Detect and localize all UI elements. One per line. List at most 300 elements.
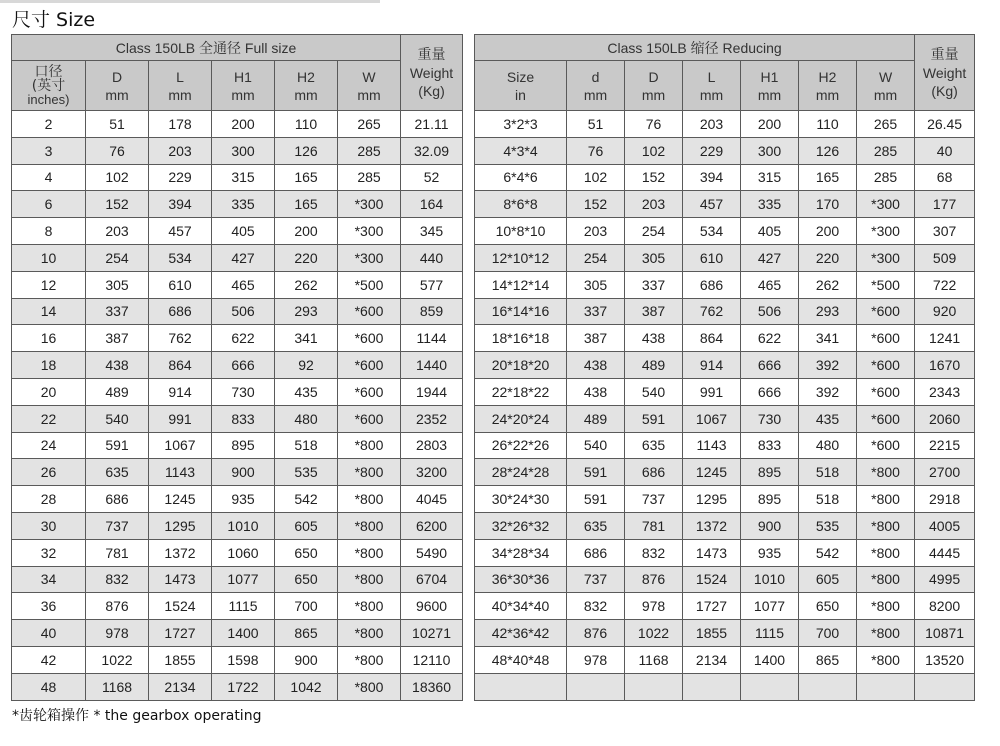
col-name: d <box>591 68 600 85</box>
weight-header-cn: 重量 <box>417 47 446 63</box>
table-cell: 18 <box>12 352 86 379</box>
table-cell: 405 <box>741 218 799 245</box>
table-cell: 722 <box>915 271 975 298</box>
table-row <box>475 539 975 566</box>
table-cell: 518 <box>799 459 857 486</box>
table-cell: 591 <box>625 405 683 432</box>
table-cell: 635 <box>86 459 149 486</box>
table-cell: 1727 <box>683 593 741 620</box>
table-cell: 200 <box>275 218 338 245</box>
table-cell: 650 <box>275 539 338 566</box>
table-cell: 1524 <box>683 566 741 593</box>
table-cell: 8200 <box>915 593 975 620</box>
table-cell: 387 <box>86 325 149 352</box>
table-cell: 635 <box>567 512 625 539</box>
table-row <box>475 673 975 700</box>
table-cell: 262 <box>799 271 857 298</box>
table-cell: 833 <box>741 432 799 459</box>
table-row <box>475 620 975 647</box>
table-cell: *800 <box>857 620 915 647</box>
col-name: W <box>878 68 893 85</box>
table-cell: 10*8*10 <box>475 218 567 245</box>
table-cell: 394 <box>149 191 212 218</box>
weight-header-unit: (Kg) <box>931 83 958 99</box>
table-cell: 2352 <box>401 405 463 432</box>
table-cell: 666 <box>741 378 799 405</box>
table-cell: 30*24*30 <box>475 486 567 513</box>
table-cell: 605 <box>799 566 857 593</box>
weight-header-unit: (Kg) <box>418 83 445 99</box>
table-cell: 6*4*6 <box>475 164 567 191</box>
table-cell: *800 <box>338 459 401 486</box>
full-col-header <box>275 61 338 111</box>
table-cell: 457 <box>683 191 741 218</box>
table-cell: 435 <box>799 405 857 432</box>
table-cell: 10 <box>12 244 86 271</box>
table-row <box>475 298 975 325</box>
size-header-cn: 口径 <box>34 63 63 80</box>
table-row <box>12 486 463 513</box>
table-cell: 650 <box>799 593 857 620</box>
table-cell: *800 <box>857 646 915 673</box>
table-cell: 935 <box>741 539 799 566</box>
table-cell: 32*26*32 <box>475 512 567 539</box>
table-cell: 3*2*3 <box>475 111 567 138</box>
table-row <box>475 646 975 673</box>
footnote: *齿轮箱操作 * the gearbox operating <box>12 708 262 724</box>
table-row <box>12 673 463 700</box>
table-cell: 110 <box>275 111 338 138</box>
table-cell: 457 <box>149 218 212 245</box>
table-cell: 254 <box>625 218 683 245</box>
table-cell: 3 <box>12 137 86 164</box>
table-row <box>475 405 975 432</box>
table-cell: 920 <box>915 298 975 325</box>
table-cell: 1077 <box>741 593 799 620</box>
reducing-body <box>475 111 975 701</box>
table-cell: 1245 <box>683 459 741 486</box>
table-cell: *800 <box>338 512 401 539</box>
table-cell: 762 <box>683 298 741 325</box>
table-cell: 605 <box>275 512 338 539</box>
table-cell: 341 <box>799 325 857 352</box>
table-cell: 1372 <box>149 539 212 566</box>
col-name: H2 <box>297 68 315 85</box>
table-cell: 42*36*42 <box>475 620 567 647</box>
table-cell: 51 <box>86 111 149 138</box>
table-cell: *600 <box>857 378 915 405</box>
full-size-table <box>11 34 463 701</box>
col-unit: mm <box>815 86 840 103</box>
table-cell: 262 <box>275 271 338 298</box>
table-cell: 10871 <box>915 620 975 647</box>
table-cell: 876 <box>625 566 683 593</box>
reducing-col-header <box>741 61 799 111</box>
table-cell: 895 <box>741 459 799 486</box>
table-cell: 394 <box>683 164 741 191</box>
table-cell: 635 <box>625 432 683 459</box>
table-cell: 20*18*20 <box>475 352 567 379</box>
table-cell: 220 <box>275 244 338 271</box>
table-row <box>475 191 975 218</box>
table-cell: 203 <box>625 191 683 218</box>
table-row <box>12 378 463 405</box>
table-cell: 991 <box>683 378 741 405</box>
size-header-unit: in <box>515 86 526 103</box>
table-cell: 315 <box>741 164 799 191</box>
table-cell: 700 <box>799 620 857 647</box>
table-cell: 102 <box>567 164 625 191</box>
table-cell: 293 <box>275 298 338 325</box>
table-cell: 285 <box>857 164 915 191</box>
table-cell: *500 <box>857 271 915 298</box>
table-cell: 864 <box>149 352 212 379</box>
table-row <box>475 512 975 539</box>
table-row <box>475 325 975 352</box>
table-cell: 978 <box>625 593 683 620</box>
table-cell: 22*18*22 <box>475 378 567 405</box>
table-cell: 48*40*48 <box>475 646 567 673</box>
table-row <box>12 218 463 245</box>
table-cell: 21.11 <box>401 111 463 138</box>
table-cell: 200 <box>741 111 799 138</box>
table-cell: 686 <box>149 298 212 325</box>
table-cell: 34*28*34 <box>475 539 567 566</box>
table-cell: 42 <box>12 646 86 673</box>
reducing-col-header <box>799 61 857 111</box>
table-cell: *600 <box>338 298 401 325</box>
table-cell: 26 <box>12 459 86 486</box>
table-cell: 13520 <box>915 646 975 673</box>
table-cell: 489 <box>625 352 683 379</box>
table-cell: 170 <box>799 191 857 218</box>
table-cell: 36 <box>12 593 86 620</box>
nominal-size-header <box>12 61 86 111</box>
table-cell: 76 <box>567 137 625 164</box>
table-cell: 51 <box>567 111 625 138</box>
table-cell: 1115 <box>741 620 799 647</box>
table-cell: 1598 <box>212 646 275 673</box>
table-cell: 610 <box>149 271 212 298</box>
table-cell: 591 <box>567 459 625 486</box>
col-unit: mm <box>105 86 129 103</box>
table-cell: 32.09 <box>401 137 463 164</box>
reducing-col-header <box>567 61 625 111</box>
table-cell: 12110 <box>401 646 463 673</box>
col-unit: mm <box>699 86 724 103</box>
table-cell: 1241 <box>915 325 975 352</box>
table-cell: 1010 <box>212 512 275 539</box>
table-cell: 16*14*16 <box>475 298 567 325</box>
table-cell: 40 <box>915 137 975 164</box>
reducing-size-header <box>475 61 567 111</box>
col-name: H1 <box>234 68 252 85</box>
table-cell: 5490 <box>401 539 463 566</box>
table-cell: 293 <box>799 298 857 325</box>
table-cell: *800 <box>338 566 401 593</box>
table-cell: 305 <box>625 244 683 271</box>
table-cell: 438 <box>86 352 149 379</box>
table-row <box>475 459 975 486</box>
table-cell: 427 <box>212 244 275 271</box>
table-cell: 285 <box>857 137 915 164</box>
table-cell: 1115 <box>212 593 275 620</box>
table-cell: 591 <box>86 432 149 459</box>
table-cell: 4445 <box>915 539 975 566</box>
table-cell: 337 <box>567 298 625 325</box>
col-unit: mm <box>168 86 192 103</box>
table-cell: 1067 <box>149 432 212 459</box>
table-row <box>475 271 975 298</box>
table-cell: 341 <box>275 325 338 352</box>
table-cell: 686 <box>683 271 741 298</box>
table-cell: *800 <box>338 673 401 700</box>
table-cell: 48 <box>12 673 86 700</box>
table-row <box>475 164 975 191</box>
table-cell: 2343 <box>915 378 975 405</box>
col-name: H1 <box>760 68 779 85</box>
table-cell: 730 <box>212 378 275 405</box>
table-row <box>475 218 975 245</box>
table-cell: 781 <box>86 539 149 566</box>
table-cell: 28 <box>12 486 86 513</box>
table-cell: *800 <box>857 593 915 620</box>
table-row <box>12 646 463 673</box>
table-cell: 480 <box>275 405 338 432</box>
table-cell: 1295 <box>149 512 212 539</box>
table-row <box>475 244 975 271</box>
table-cell: *300 <box>857 191 915 218</box>
table-cell: 164 <box>401 191 463 218</box>
reducing-table <box>474 34 975 701</box>
table-cell: 540 <box>567 432 625 459</box>
table-cell: 465 <box>741 271 799 298</box>
table-cell: 2803 <box>401 432 463 459</box>
table-row <box>12 325 463 352</box>
full-col-header <box>338 61 401 111</box>
table-row <box>475 593 975 620</box>
table-cell <box>475 673 567 700</box>
table-cell <box>683 673 741 700</box>
table-row <box>475 566 975 593</box>
table-row <box>12 137 463 164</box>
table-cell: 337 <box>86 298 149 325</box>
table-cell: 876 <box>86 593 149 620</box>
col-name: L <box>176 68 184 85</box>
table-cell: 2 <box>12 111 86 138</box>
table-cell: 438 <box>625 325 683 352</box>
table-cell: 489 <box>567 405 625 432</box>
table-cell: 387 <box>625 298 683 325</box>
table-cell: 178 <box>149 111 212 138</box>
col-name: D <box>648 68 659 85</box>
table-cell: 762 <box>149 325 212 352</box>
table-cell: 300 <box>212 137 275 164</box>
table-cell: 1144 <box>401 325 463 352</box>
table-cell: *600 <box>338 352 401 379</box>
table-cell: 686 <box>625 459 683 486</box>
table-cell: 36*30*36 <box>475 566 567 593</box>
table-cell: 542 <box>275 486 338 513</box>
table-row <box>475 137 975 164</box>
table-cell: 666 <box>212 352 275 379</box>
table-cell: 126 <box>799 137 857 164</box>
col-unit: mm <box>873 86 898 103</box>
table-cell: 518 <box>275 432 338 459</box>
table-cell: 6200 <box>401 512 463 539</box>
table-cell: 900 <box>741 512 799 539</box>
table-cell: 6 <box>12 191 86 218</box>
table-cell: *500 <box>338 271 401 298</box>
table-cell: 8 <box>12 218 86 245</box>
table-cell: 781 <box>625 512 683 539</box>
reducing-col-header <box>625 61 683 111</box>
table-cell: 438 <box>567 378 625 405</box>
table-cell: 865 <box>799 646 857 673</box>
table-cell: 345 <box>401 218 463 245</box>
table-cell: 700 <box>275 593 338 620</box>
table-cell: 24 <box>12 432 86 459</box>
reducing-weight-header <box>915 35 975 111</box>
table-cell: 315 <box>212 164 275 191</box>
table-cell: *600 <box>338 378 401 405</box>
table-cell: 52 <box>401 164 463 191</box>
table-row <box>12 459 463 486</box>
reducing-col-header <box>857 61 915 111</box>
table-cell: 1077 <box>212 566 275 593</box>
table-cell: 165 <box>275 191 338 218</box>
table-cell: *600 <box>338 405 401 432</box>
table-cell: *300 <box>338 191 401 218</box>
table-cell: 1670 <box>915 352 975 379</box>
table-cell: 20 <box>12 378 86 405</box>
table-cell: 1722 <box>212 673 275 700</box>
table-row <box>12 298 463 325</box>
table-cell: 4*3*4 <box>475 137 567 164</box>
table-cell: 220 <box>799 244 857 271</box>
table-cell: 1022 <box>625 620 683 647</box>
table-cell: 200 <box>799 218 857 245</box>
table-cell: 8*6*8 <box>475 191 567 218</box>
table-cell: 577 <box>401 271 463 298</box>
table-cell: 9600 <box>401 593 463 620</box>
table-cell: 1473 <box>149 566 212 593</box>
table-cell: *800 <box>857 486 915 513</box>
table-cell: 18*16*18 <box>475 325 567 352</box>
table-cell: 2918 <box>915 486 975 513</box>
table-cell: 1473 <box>683 539 741 566</box>
table-cell: 126 <box>275 137 338 164</box>
table-cell: 2215 <box>915 432 975 459</box>
table-cell: 152 <box>86 191 149 218</box>
table-cell: 102 <box>86 164 149 191</box>
table-cell: 1855 <box>683 620 741 647</box>
table-cell: *800 <box>857 459 915 486</box>
col-name: H2 <box>818 68 837 85</box>
full-col-header <box>212 61 275 111</box>
table-cell: 18360 <box>401 673 463 700</box>
table-cell: 203 <box>86 218 149 245</box>
table-cell: 200 <box>212 111 275 138</box>
table-cell: 978 <box>86 620 149 647</box>
table-cell: 509 <box>915 244 975 271</box>
table-cell: *800 <box>338 593 401 620</box>
table-cell: 392 <box>799 378 857 405</box>
table-cell: 832 <box>86 566 149 593</box>
table-cell: 865 <box>275 620 338 647</box>
table-cell: 405 <box>212 218 275 245</box>
table-cell: 152 <box>625 164 683 191</box>
table-cell: 4 <box>12 164 86 191</box>
table-cell: 254 <box>567 244 625 271</box>
table-cell: 4995 <box>915 566 975 593</box>
table-cell: 1010 <box>741 566 799 593</box>
table-row <box>475 352 975 379</box>
table-cell: 92 <box>275 352 338 379</box>
table-cell: 76 <box>86 137 149 164</box>
table-cell: 1060 <box>212 539 275 566</box>
table-cell: 864 <box>683 325 741 352</box>
table-cell: *800 <box>338 646 401 673</box>
table-cell: 540 <box>86 405 149 432</box>
table-cell: 102 <box>625 137 683 164</box>
table-cell <box>799 673 857 700</box>
table-cell: 900 <box>212 459 275 486</box>
table-cell: 1295 <box>683 486 741 513</box>
table-cell: 540 <box>625 378 683 405</box>
table-cell: 14*12*14 <box>475 271 567 298</box>
table-cell: 10271 <box>401 620 463 647</box>
reducing-title: Class 150LB 缩径 Reducing <box>475 35 915 61</box>
table-cell: 1855 <box>149 646 212 673</box>
table-cell: 387 <box>567 325 625 352</box>
table-cell: 28*24*28 <box>475 459 567 486</box>
table-cell: 1168 <box>86 673 149 700</box>
table-cell: *600 <box>857 325 915 352</box>
table-cell: 305 <box>567 271 625 298</box>
table-cell: *800 <box>338 620 401 647</box>
table-cell: 895 <box>741 486 799 513</box>
table-cell: 6704 <box>401 566 463 593</box>
table-cell: 265 <box>338 111 401 138</box>
table-cell <box>741 673 799 700</box>
table-cell: 622 <box>741 325 799 352</box>
table-row <box>475 432 975 459</box>
full-col-header <box>86 61 149 111</box>
table-cell: 591 <box>567 486 625 513</box>
table-cell: 1022 <box>86 646 149 673</box>
table-row <box>475 486 975 513</box>
table-cell: *800 <box>857 566 915 593</box>
table-cell: 737 <box>567 566 625 593</box>
table-cell: 307 <box>915 218 975 245</box>
table-cell: *800 <box>857 512 915 539</box>
table-cell: 3200 <box>401 459 463 486</box>
table-cell: *300 <box>338 244 401 271</box>
table-cell: 2134 <box>149 673 212 700</box>
table-cell: 1400 <box>741 646 799 673</box>
table-cell: 40*34*40 <box>475 593 567 620</box>
table-cell: 34 <box>12 566 86 593</box>
table-cell: 285 <box>338 137 401 164</box>
table-cell: 859 <box>401 298 463 325</box>
table-cell: *300 <box>857 218 915 245</box>
table-cell: 465 <box>212 271 275 298</box>
col-name: W <box>362 68 376 85</box>
table-cell: *300 <box>338 218 401 245</box>
table-cell: 650 <box>275 566 338 593</box>
table-cell: 730 <box>741 405 799 432</box>
